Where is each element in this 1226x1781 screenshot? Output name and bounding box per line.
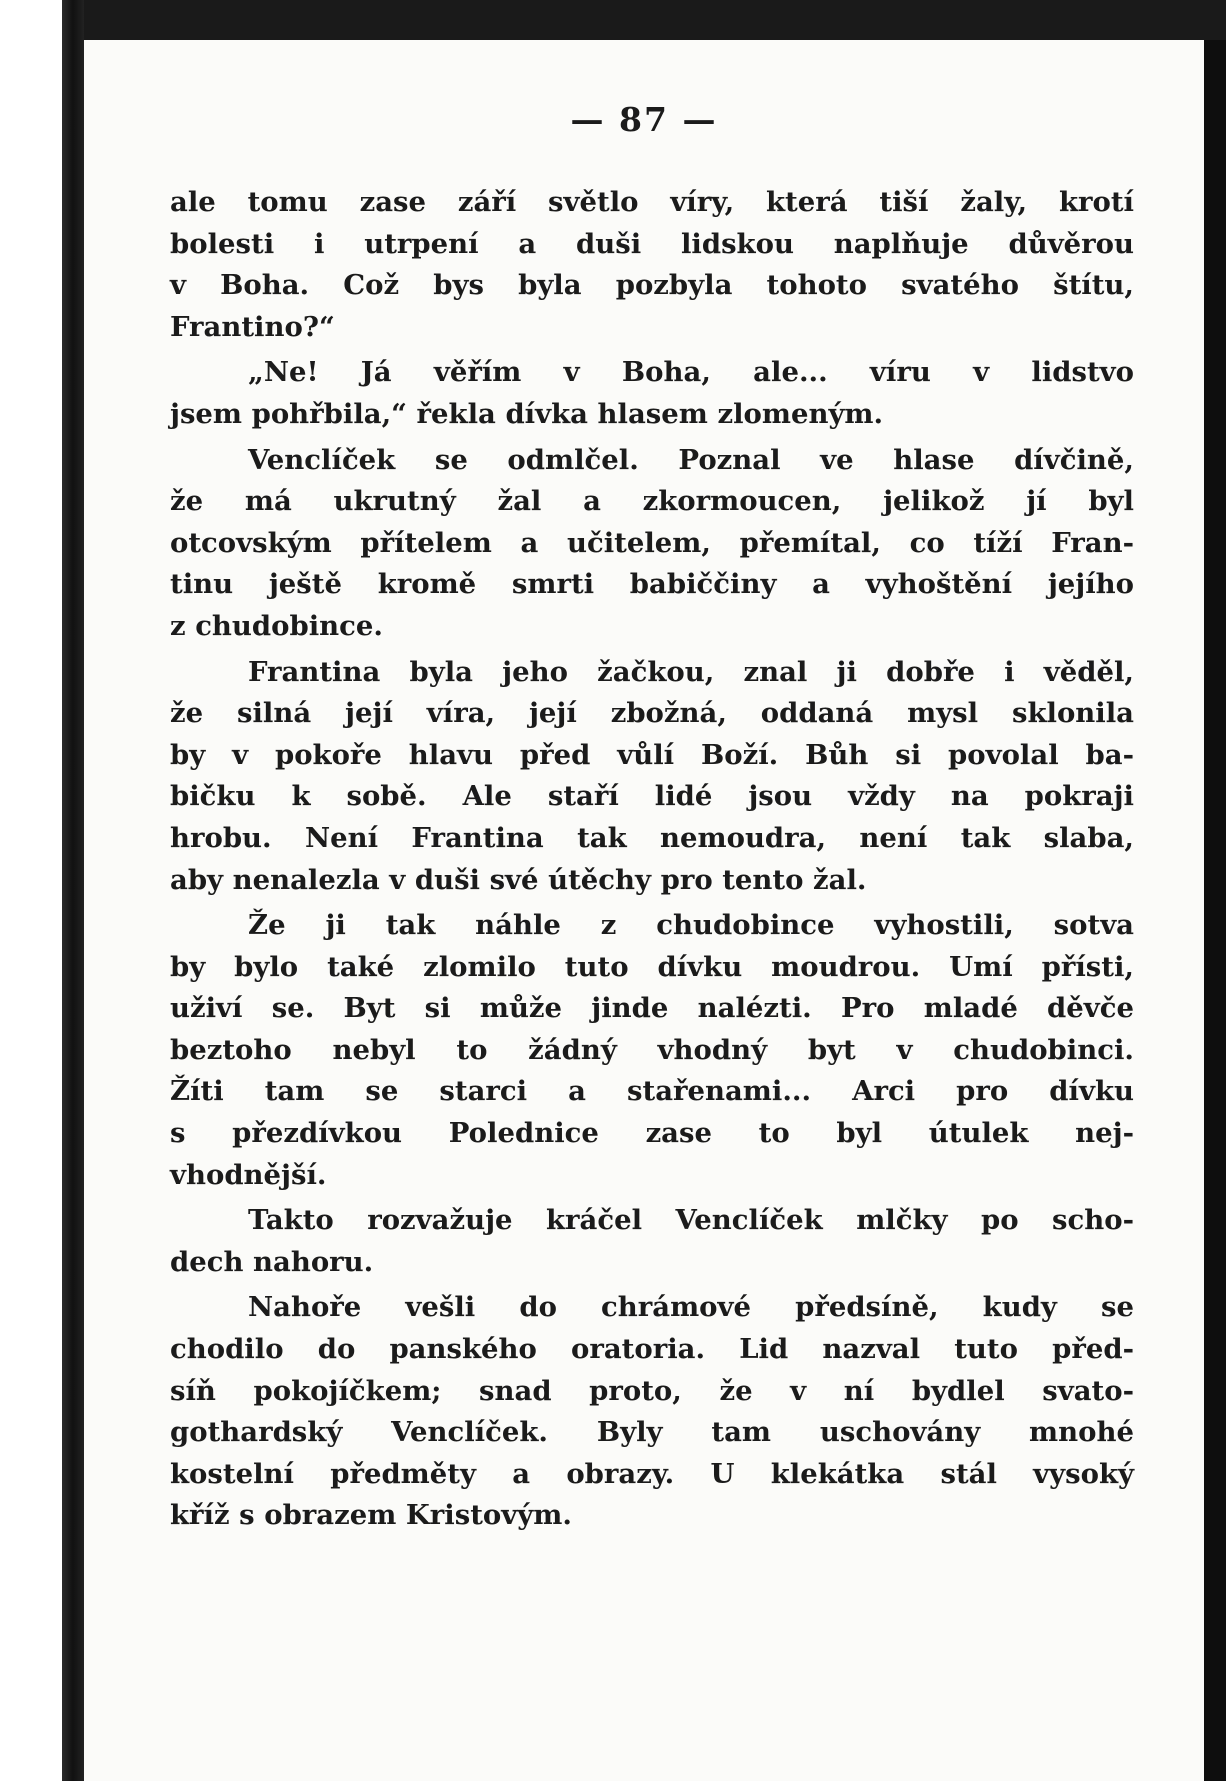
page-number: — 87 — <box>570 100 718 139</box>
text-line: „Ne! Já věřím v Boha, ale... víru v lidstvo <box>248 356 1134 389</box>
paragraph <box>170 182 1134 348</box>
text-line: aby nenalezla v duši své útěchy pro tento žal. <box>170 863 867 896</box>
text-line: Takto rozvažuje kráčel Venclíček mlčky po scho- <box>248 1204 1134 1237</box>
text-line: chodilo do panského oratoria. Lid nazval tuto před- <box>170 1333 1134 1366</box>
book-gutter <box>62 0 84 1781</box>
text-line: ale tomu zase září světlo víry, která tiší žaly, krotí <box>170 186 1134 218</box>
text-line: by v pokoře hlavu před vůlí Boží. Bůh si povolal ba- <box>170 738 1134 771</box>
paragraph <box>170 905 1134 1196</box>
paragraph <box>170 1287 1134 1537</box>
text-line: otcovským přítelem a učitelem, přemítal, co tíží Fran- <box>170 526 1134 559</box>
text-line: dech nahoru. <box>170 1245 374 1278</box>
text-line: hrobu. Není Frantina tak nemoudra, není tak slaba, <box>170 821 1134 854</box>
text-line: Že ji tak náhle z chudobince vyhostili, sotva <box>248 909 1134 942</box>
text-line: beztoho nebyl to žádný vhodný byt v chudobinci. <box>170 1033 1134 1066</box>
text-line: gothardský Venclíček. Byly tam uschovány mnohé <box>170 1416 1134 1449</box>
text-line: s přezdívkou Polednice zase to byl útulek nej- <box>170 1117 1134 1150</box>
left-page-edge <box>0 0 62 1781</box>
text-line: že silná její víra, její zbožná, oddaná mysl sklonila <box>170 697 1134 730</box>
text-line: kostelní předměty a obrazy. U klekátka stál vysoký <box>170 1457 1134 1490</box>
text-line: kříž s obrazem Kristovým. <box>170 1499 572 1532</box>
text-line: Frantino?“ <box>170 310 335 343</box>
paragraph <box>170 652 1134 902</box>
page-text <box>170 182 1134 1537</box>
text-line: jsem pohřbila,“ řekla dívka hlasem zlomeným. <box>170 397 884 430</box>
text-line: síň pokojíčkem; snad proto, že v ní bydlel svato- <box>170 1374 1134 1407</box>
text-line: že má ukrutný žal a zkormoucen, jelikož jí byl <box>170 485 1134 518</box>
text-line: Venclíček se odmlčel. Poznal ve hlase dívčině, <box>248 443 1134 476</box>
text-line: vhodnější. <box>170 1158 327 1191</box>
text-line: Žíti tam se starci a stařenami... Arci pro dívku <box>170 1075 1134 1108</box>
text-line: v Boha. Což bys byla pozbyla tohoto svatého štítu, <box>170 269 1134 302</box>
text-line: uživí se. Byt si může jinde nalézti. Pro mladé děvče <box>170 992 1134 1025</box>
text-line: tinu ještě kromě smrti babiččiny a vyhoštění jejího <box>170 568 1134 601</box>
text-line: bolesti i utrpení a duši lidskou naplňuje důvěrou <box>170 227 1134 260</box>
text-line: by bylo také zlomilo tuto dívku moudrou. Umí přísti, <box>170 950 1134 983</box>
paragraph <box>170 440 1134 648</box>
paragraph <box>170 1200 1134 1283</box>
book-page <box>84 40 1204 1781</box>
text-line: z chudobince. <box>170 609 383 642</box>
text-line: bičku k sobě. Ale staří lidé jsou vždy na pokraji <box>170 780 1134 813</box>
text-line: Frantina byla jeho žačkou, znal ji dobře i věděl, <box>248 655 1134 688</box>
page-shadow <box>1204 40 1226 1781</box>
paragraph <box>170 352 1134 435</box>
text-line: Nahoře vešli do chrámové předsíně, kudy se <box>248 1291 1134 1324</box>
